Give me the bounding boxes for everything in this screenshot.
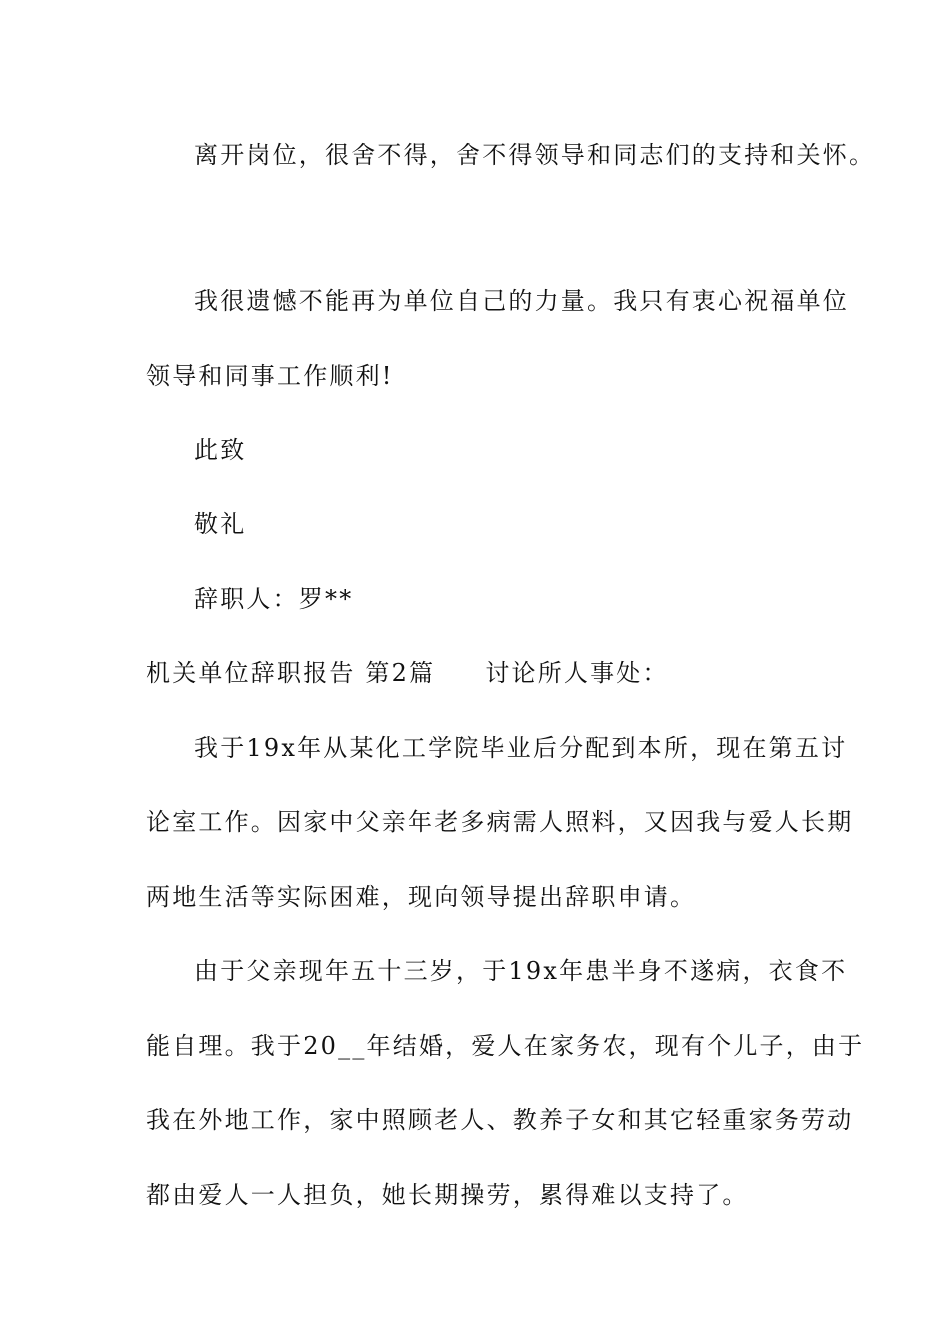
paragraph-line: 由于父亲现年五十三岁，于19x年患半身不遂病，衣食不 (194, 957, 848, 985)
paragraph-line: 论室工作。因家中父亲年老多病需人照料，又因我与爱人长期 (146, 808, 854, 836)
recipient-line: 讨论所人事处： (485, 659, 669, 687)
paragraph-line: 离开岗位，很舍不得，舍不得领导和同志们的支持和关怀。 (194, 141, 876, 169)
paragraph-line: 两地生活等实际困难，现向领导提出辞职申请。 (146, 883, 697, 911)
paragraph-line: 能自理。我于20__年结婚，爱人在家务农，现有个儿子，由于 (146, 1032, 865, 1060)
paragraph-line: 我很遗憾不能再为单位自己的力量。我只有衷心祝福单位 (194, 287, 849, 315)
section-heading: 机关单位辞职报告 第2篇 (146, 659, 436, 687)
signature-line: 辞职人：罗** (194, 585, 354, 613)
paragraph-line: 领导和同事工作顺利! (146, 362, 394, 390)
closing-line: 此致 (194, 436, 247, 464)
paragraph-line: 我在外地工作，家中照顾老人、教养子女和其它轻重家务劳动 (146, 1106, 854, 1134)
paragraph-line: 我于19x年从某化工学院毕业后分配到本所，现在第五讨 (194, 734, 848, 762)
section-heading-row (146, 657, 669, 689)
closing-line: 敬礼 (194, 510, 247, 538)
paragraph-line: 都由爱人一人担负，她长期操劳，累得难以支持了。 (146, 1181, 749, 1209)
